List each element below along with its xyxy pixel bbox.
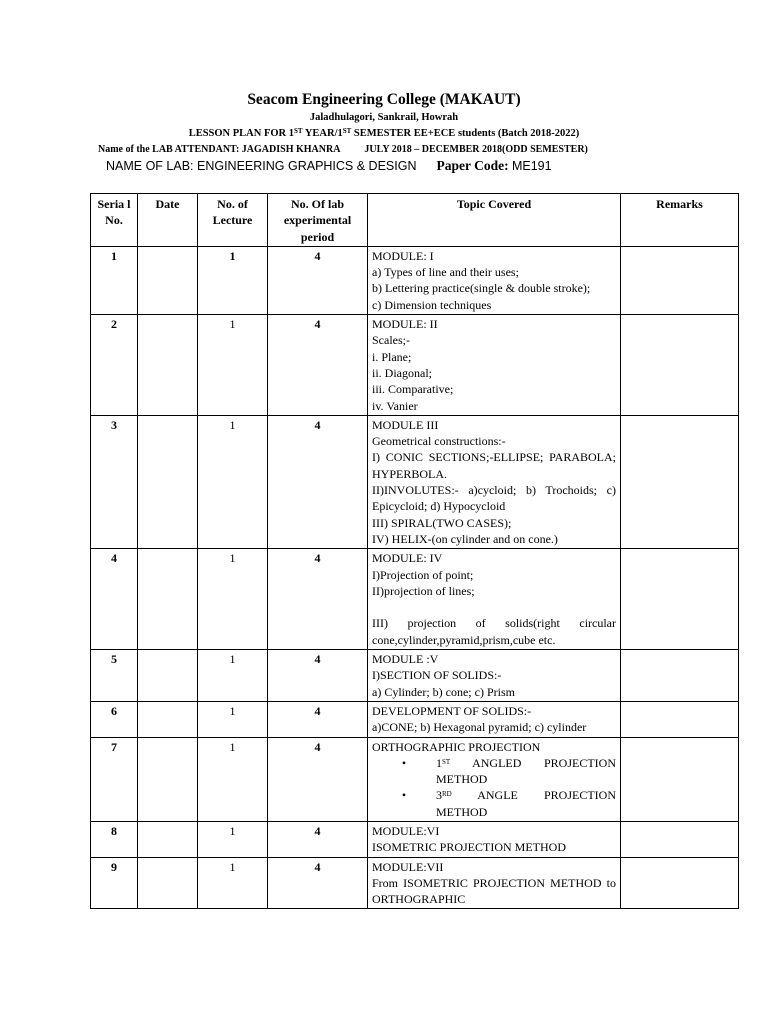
college-address: Jaladhulagori, Sankrail, Howrah [309, 112, 459, 123]
serial-cell: 4 [91, 549, 138, 650]
serial-cell: 2 [91, 315, 138, 416]
serial-cell: 8 [91, 821, 138, 857]
topic-cell [368, 549, 621, 650]
date-cell [138, 650, 198, 702]
topic-line: II)projection of lines; [372, 583, 475, 598]
topic-line [372, 599, 616, 615]
period-cell: 4 [268, 701, 368, 737]
lecture-cell: 1 [198, 650, 268, 702]
col-header-lecture: No. of Lecture [198, 194, 268, 247]
topic-cell [368, 701, 621, 737]
lecture-cell: 1 [198, 246, 268, 314]
topic-line: a)CONE; b) Hexagonal pyramid; c) cylinder [372, 720, 587, 735]
table-row [91, 857, 739, 909]
period-cell: 4 [268, 549, 368, 650]
lesson-plan-table [90, 193, 739, 909]
topic-cell [368, 246, 621, 314]
topic-line: Geometrical constructions:- [372, 434, 506, 449]
date-cell [138, 737, 198, 821]
remarks-cell [621, 549, 739, 650]
remarks-cell [621, 857, 739, 909]
table-header-row [91, 194, 739, 247]
table-row [91, 415, 739, 548]
topic-line: I) CONIC SECTIONS;-ELLIPSE; PARABOLA; HYPERBOLA. [372, 450, 616, 481]
topic-line: MODULE :V [372, 652, 439, 667]
topic-line: b) Lettering practice(single & double stroke); [372, 281, 591, 296]
topic-line: a) Types of line and their uses; [372, 265, 519, 280]
remarks-cell [621, 415, 739, 548]
topic-line: MODULE:VI [372, 823, 440, 838]
topic-line: ISOMETRIC PROJECTION METHOD [372, 840, 567, 855]
lecture-cell: 1 [198, 315, 268, 416]
topic-cell [368, 650, 621, 702]
topic-line: iii. Comparative; [372, 382, 454, 397]
serial-cell: 3 [91, 415, 138, 548]
remarks-cell [621, 650, 739, 702]
remarks-cell [621, 737, 739, 821]
col-header-period: No. Of lab experimental period [268, 194, 368, 247]
college-title: Seacom Engineering College (MAKAUT) [247, 91, 521, 108]
topic-line: From ISOMETRIC PROJECTION METHOD to ORTHOGRAPHIC [372, 875, 616, 907]
period-cell: 4 [268, 415, 368, 548]
col-header-topic: Topic Covered [368, 194, 621, 247]
bullet-icon: • [401, 788, 407, 803]
bullet-text [436, 755, 616, 788]
bullet-ordinal: RD [442, 790, 452, 799]
topic-line: IV) HELIX-(on cylinder and on cone.) [372, 531, 558, 546]
serial-cell: 6 [91, 701, 138, 737]
remarks-cell [621, 701, 739, 737]
paper-code-label: Paper Code: [436, 158, 512, 173]
table-row [91, 701, 739, 737]
topic-cell [368, 737, 621, 821]
plan-sup-1: ST [294, 127, 303, 135]
period-cell: 4 [268, 315, 368, 416]
topic-cell [368, 315, 621, 416]
col-header-remarks: Remarks [621, 194, 739, 247]
col-header-serial: Seria l No. [91, 194, 138, 247]
topic-line: MODULE: II [372, 317, 438, 332]
table-row [91, 737, 739, 821]
plan-mid: YEAR/1 [302, 128, 343, 139]
topic-line: i. Plane; [372, 349, 412, 364]
period-cell: 4 [268, 737, 368, 821]
table-row [91, 246, 739, 314]
bullet-item [372, 787, 616, 820]
topic-cell [368, 821, 621, 857]
table-row [91, 315, 739, 416]
bullet-ordinal: ST [442, 757, 451, 766]
topic-line: II)INVOLUTES:- a)cycloid; b) Trochoids; c) Epicycloid; d) Hypocycloid [372, 483, 616, 514]
attendant-name: Name of the LAB ATTENDANT: JAGADISH KHANRA [98, 144, 341, 155]
bullet-label: ANGLE PROJECTION METHOD [436, 788, 616, 819]
serial-cell: 7 [91, 737, 138, 821]
period-cell: 4 [268, 246, 368, 314]
table-row [91, 650, 739, 702]
period-cell: 4 [268, 857, 368, 909]
remarks-cell [621, 315, 739, 416]
attendant-line [98, 144, 588, 155]
lecture-cell: 1 [198, 701, 268, 737]
topic-line: ORTHOGRAPHIC PROJECTION [372, 739, 541, 754]
lab-line [106, 158, 552, 174]
date-cell [138, 315, 198, 416]
period-cell: 4 [268, 650, 368, 702]
bullet-number: 1 [436, 755, 442, 770]
date-cell [138, 549, 198, 650]
bullet-icon: • [401, 755, 407, 770]
lesson-plan-heading [0, 128, 768, 139]
table-row [91, 821, 739, 857]
lab-name: ENGINEERING GRAPHICS & DESIGN [197, 159, 417, 173]
serial-cell: 5 [91, 650, 138, 702]
col-header-date: Date [138, 194, 198, 247]
topic-line: III) SPIRAL(TWO CASES); [372, 515, 512, 530]
topic-line: MODULE: I [372, 248, 434, 263]
topic-line: MODULE: IV [372, 551, 443, 566]
plan-sup-2: ST [342, 127, 352, 135]
topic-line: iv. Vanier [372, 398, 418, 413]
bullet-item [372, 755, 616, 788]
lecture-cell: 1 [198, 737, 268, 821]
topic-line: MODULE III [372, 417, 439, 432]
topic-cell [368, 415, 621, 548]
period-cell: 4 [268, 821, 368, 857]
lecture-cell: 1 [198, 549, 268, 650]
paper-code: ME191 [511, 159, 552, 173]
topic-line: III) projection of solids(right circular cone,cylinder,pyramid,prism,cube etc. [372, 616, 616, 647]
session-period: JULY 2018 – DECEMBER 2018(ODD SEMESTER) [364, 144, 588, 155]
topic-line: DEVELOPMENT OF SOLIDS:- [372, 703, 532, 718]
date-cell [138, 415, 198, 548]
bullet-number: 3 [436, 788, 442, 803]
topic-line: ii. Diagonal; [372, 365, 432, 380]
topic-line: c) Dimension techniques [372, 297, 492, 312]
table-row [91, 549, 739, 650]
lecture-cell: 1 [198, 857, 268, 909]
topic-line: I)SECTION OF SOLIDS:- [372, 668, 502, 683]
topic-line: MODULE:VII [372, 859, 444, 874]
topic-cell [368, 857, 621, 909]
plan-prefix: LESSON PLAN FOR 1 [188, 128, 295, 139]
serial-cell: 1 [91, 246, 138, 314]
topic-line: a) Cylinder; b) cone; c) Prism [372, 684, 515, 699]
lecture-cell: 1 [198, 415, 268, 548]
date-cell [138, 857, 198, 909]
bullet-text [436, 787, 616, 820]
remarks-cell [621, 821, 739, 857]
serial-cell: 9 [91, 857, 138, 909]
remarks-cell [621, 246, 739, 314]
bullet-label: ANGLED PROJECTION METHOD [436, 755, 616, 787]
lecture-cell: 1 [198, 821, 268, 857]
lab-label: NAME OF LAB: [106, 159, 197, 173]
date-cell [138, 821, 198, 857]
topic-line: I)Projection of point; [372, 567, 474, 582]
date-cell [138, 246, 198, 314]
plan-suffix: SEMESTER EE+ECE students (Batch 2018-2022) [351, 128, 580, 139]
date-cell [138, 701, 198, 737]
topic-line: Scales;- [372, 333, 410, 348]
